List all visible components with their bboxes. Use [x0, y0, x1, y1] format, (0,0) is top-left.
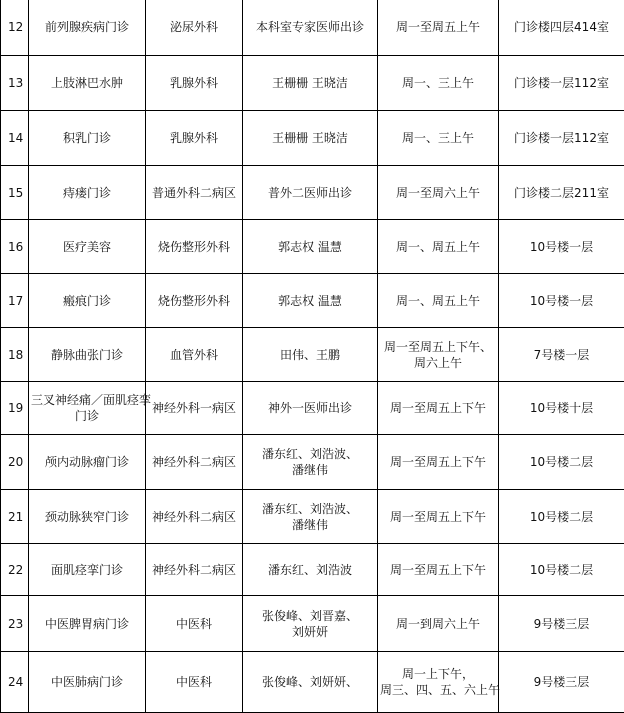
doctors-cell — [243, 596, 378, 652]
table-row — [1, 111, 624, 166]
row-number-cell: 18 — [1, 328, 29, 382]
clinic-time-cell: 周一至周五上下午 — [378, 544, 499, 596]
clinic-time-cell: 周一至周五上下午 — [378, 490, 499, 544]
row-number-cell: 19 — [1, 382, 29, 435]
clinic-name-cell: 面肌痉挛门诊 — [29, 544, 146, 596]
clinic-name-cell: 医疗美容 — [29, 220, 146, 274]
table-row — [1, 435, 624, 490]
doctors-cell: 郭志权 温慧 — [243, 274, 378, 328]
clinic-time-cell: 周一至周五上午 — [378, 0, 499, 56]
table-row — [1, 596, 624, 652]
doctors-line: 潘继伟 — [245, 517, 375, 533]
table-row — [1, 274, 624, 328]
table-row — [1, 544, 624, 596]
clinic-name-line: 门诊 — [31, 408, 143, 424]
department-cell: 血管外科 — [146, 328, 243, 382]
department-cell: 神经外科二病区 — [146, 435, 243, 490]
department-cell: 中医科 — [146, 596, 243, 652]
table-row — [1, 166, 624, 220]
department-cell: 泌尿外科 — [146, 0, 243, 56]
location-cell: 门诊楼四层414室 — [499, 0, 624, 56]
doctors-line: 张俊峰、刘晋嘉、 — [245, 608, 375, 624]
doctors-line: 潘继伟 — [245, 462, 375, 478]
clinic-time-cell: 周一、三上午 — [378, 56, 499, 111]
location-cell: 10号楼二层 — [499, 544, 624, 596]
row-number-cell: 17 — [1, 274, 29, 328]
department-cell: 乳腺外科 — [146, 56, 243, 111]
location-cell: 门诊楼二层211室 — [499, 166, 624, 220]
department-cell: 烧伤整形外科 — [146, 274, 243, 328]
table-row — [1, 490, 624, 544]
row-number-cell: 21 — [1, 490, 29, 544]
department-cell: 烧伤整形外科 — [146, 220, 243, 274]
row-number-cell: 20 — [1, 435, 29, 490]
table-row — [1, 56, 624, 111]
location-cell: 门诊楼一层112室 — [499, 111, 624, 166]
location-cell: 9号楼三层 — [499, 596, 624, 652]
clinic-time-cell — [378, 328, 499, 382]
clinic-time-cell: 周一至周五上下午 — [378, 435, 499, 490]
doctors-cell: 本科室专家医师出诊 — [243, 0, 378, 56]
doctors-cell: 郭志权 温慧 — [243, 220, 378, 274]
clinic-time-cell: 周一、周五上午 — [378, 274, 499, 328]
clinic-name-cell: 颈动脉狭窄门诊 — [29, 490, 146, 544]
clinic-time-line: 周三、四、五、六上午 — [380, 682, 496, 698]
table-row — [1, 328, 624, 382]
table-row — [1, 382, 624, 435]
table-row — [1, 0, 624, 56]
location-cell: 9号楼三层 — [499, 652, 624, 713]
clinic-time-cell: 周一、周五上午 — [378, 220, 499, 274]
row-number-cell: 12 — [1, 0, 29, 56]
doctors-cell — [243, 435, 378, 490]
department-cell: 中医科 — [146, 652, 243, 713]
clinic-time-cell — [378, 652, 499, 713]
location-cell: 7号楼一层 — [499, 328, 624, 382]
clinic-time-cell: 周一至周五上下午 — [378, 382, 499, 435]
clinic-time-cell: 周一到周六上午 — [378, 596, 499, 652]
doctors-cell: 张俊峰、刘妍妍、 — [243, 652, 378, 713]
row-number-cell: 15 — [1, 166, 29, 220]
clinic-name-cell: 中医肺病门诊 — [29, 652, 146, 713]
clinic-name-cell: 静脉曲张门诊 — [29, 328, 146, 382]
row-number-cell: 14 — [1, 111, 29, 166]
row-number-cell: 24 — [1, 652, 29, 713]
location-cell: 10号楼二层 — [499, 435, 624, 490]
clinic-name-cell: 前列腺疾病门诊 — [29, 0, 146, 56]
row-number-cell: 23 — [1, 596, 29, 652]
doctors-cell: 田伟、王鹏 — [243, 328, 378, 382]
row-number-cell: 16 — [1, 220, 29, 274]
department-cell: 乳腺外科 — [146, 111, 243, 166]
clinic-name-cell: 积乳门诊 — [29, 111, 146, 166]
doctors-line: 潘东红、刘浩波、 — [245, 501, 375, 517]
doctors-cell — [243, 490, 378, 544]
clinic-time-line: 周一上下午， — [380, 666, 496, 682]
doctors-line: 刘妍妍 — [245, 624, 375, 640]
clinic-name-cell: 中医脾胃病门诊 — [29, 596, 146, 652]
doctors-cell: 神外一医师出诊 — [243, 382, 378, 435]
department-cell: 神经外科一病区 — [146, 382, 243, 435]
row-number-cell: 22 — [1, 544, 29, 596]
doctors-cell: 潘东红、刘浩波 — [243, 544, 378, 596]
clinic-time-line: 周一至周五上下午、 — [380, 339, 496, 355]
table-row — [1, 652, 624, 713]
table-body — [1, 0, 624, 713]
doctors-cell: 王栅栅 王晓洁 — [243, 56, 378, 111]
doctors-line: 潘东红、刘浩波、 — [245, 446, 375, 462]
department-cell: 神经外科二病区 — [146, 490, 243, 544]
department-cell: 普通外科二病区 — [146, 166, 243, 220]
clinic-name-cell: 上肢淋巴水肿 — [29, 56, 146, 111]
clinic-name-cell — [29, 382, 146, 435]
clinic-time-cell: 周一、三上午 — [378, 111, 499, 166]
location-cell: 10号楼一层 — [499, 274, 624, 328]
doctors-cell: 普外二医师出诊 — [243, 166, 378, 220]
clinic-name-cell: 瘢痕门诊 — [29, 274, 146, 328]
location-cell: 10号楼二层 — [499, 490, 624, 544]
clinic-name-cell: 痔瘘门诊 — [29, 166, 146, 220]
row-number-cell: 13 — [1, 56, 29, 111]
table-row — [1, 220, 624, 274]
clinic-time-cell: 周一至周六上午 — [378, 166, 499, 220]
clinic-name-cell: 颅内动脉瘤门诊 — [29, 435, 146, 490]
location-cell: 10号楼十层 — [499, 382, 624, 435]
clinic-time-line: 周六上午 — [380, 355, 496, 371]
clinic-name-line: 三叉神经痛／面肌痉挛 — [31, 392, 143, 408]
doctors-cell: 王栅栅 王晓洁 — [243, 111, 378, 166]
location-cell: 门诊楼一层112室 — [499, 56, 624, 111]
department-cell: 神经外科二病区 — [146, 544, 243, 596]
location-cell: 10号楼一层 — [499, 220, 624, 274]
